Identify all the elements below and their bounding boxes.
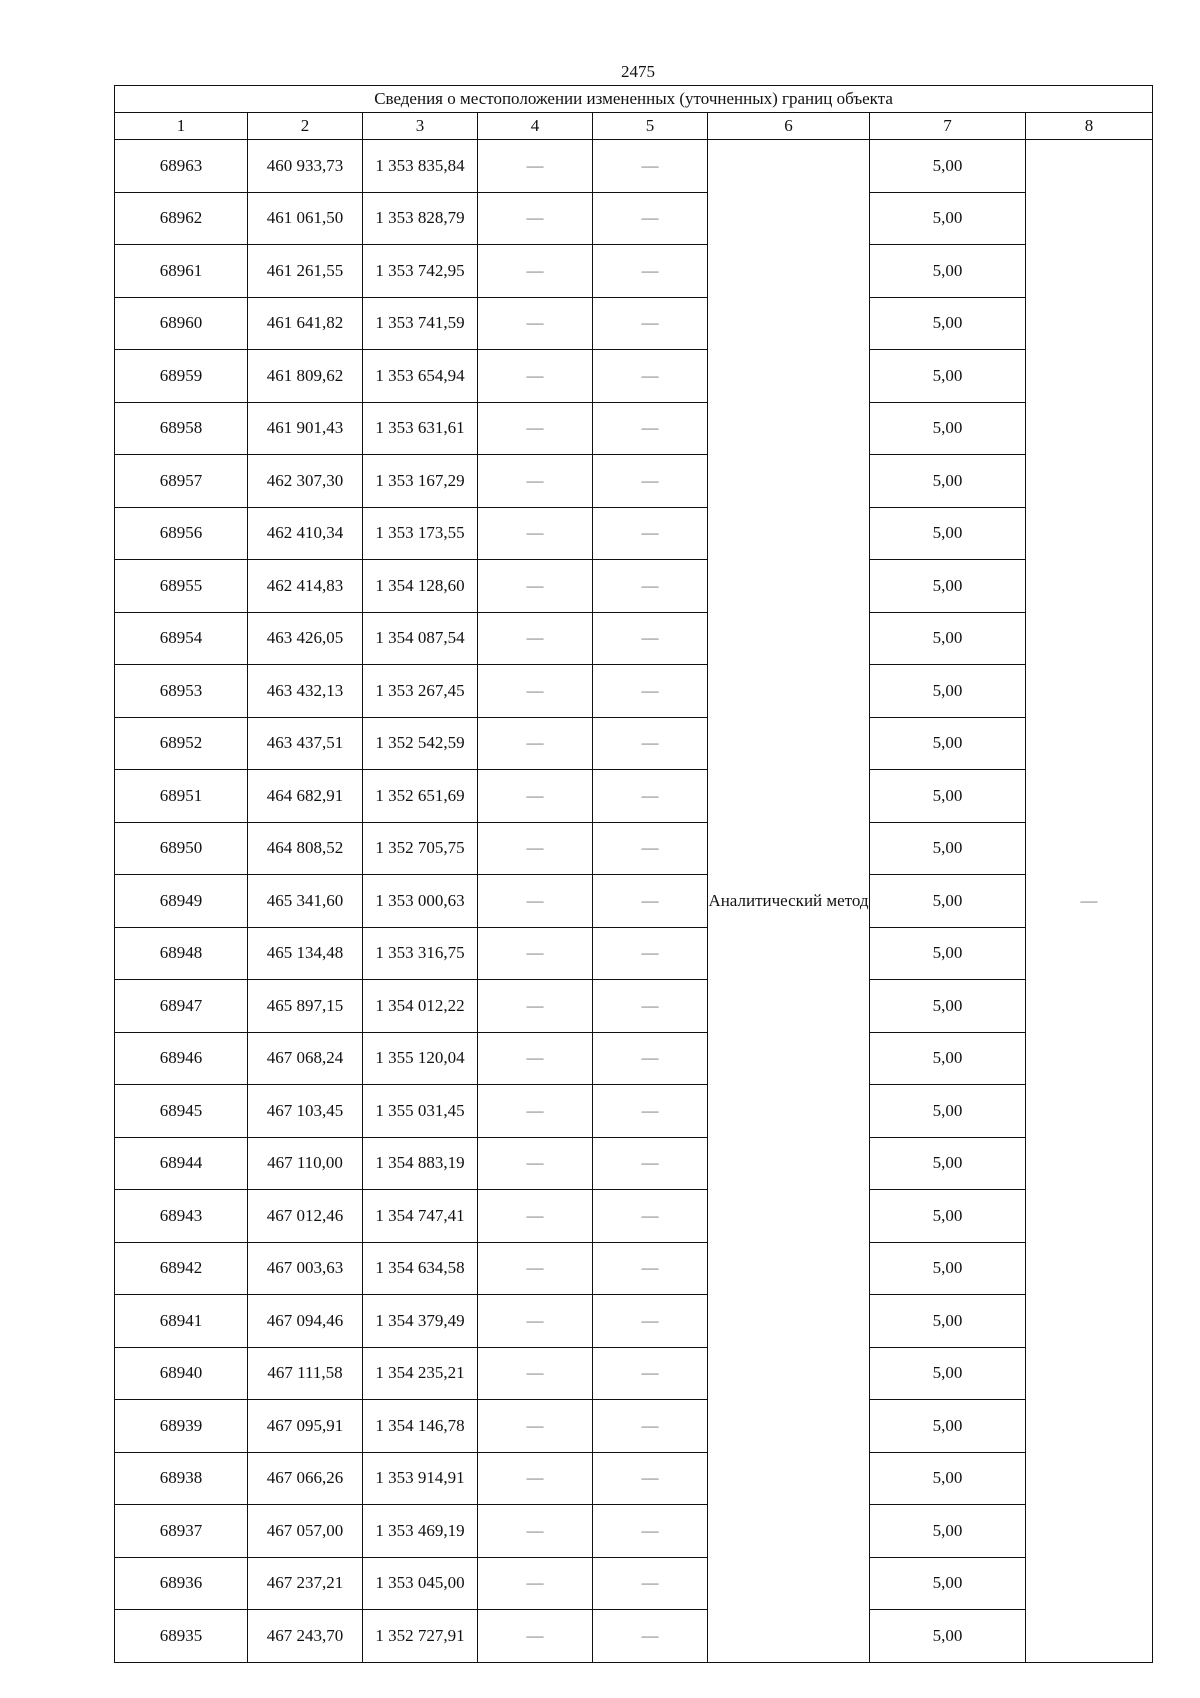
column-5-cell: — bbox=[593, 507, 708, 560]
column-4-cell: — bbox=[478, 822, 593, 875]
y-coordinate-cell: 1 352 651,69 bbox=[363, 770, 478, 823]
column-4-cell: — bbox=[478, 192, 593, 245]
y-coordinate-cell: 1 354 012,22 bbox=[363, 980, 478, 1033]
x-coordinate-cell: 464 682,91 bbox=[248, 770, 363, 823]
column-5-cell: — bbox=[593, 140, 708, 193]
column-4-cell: — bbox=[478, 1137, 593, 1190]
y-coordinate-cell: 1 352 727,91 bbox=[363, 1610, 478, 1663]
x-coordinate-cell: 467 003,63 bbox=[248, 1242, 363, 1295]
column-5-cell: — bbox=[593, 192, 708, 245]
accuracy-cell: 5,00 bbox=[870, 1085, 1026, 1138]
column-4-cell: — bbox=[478, 717, 593, 770]
column-number-row bbox=[115, 113, 1153, 140]
point-number-cell: 68938 bbox=[115, 1452, 248, 1505]
column-number: 3 bbox=[363, 113, 478, 140]
accuracy-cell: 5,00 bbox=[870, 560, 1026, 613]
column-4-cell: — bbox=[478, 350, 593, 403]
column-4-cell: — bbox=[478, 927, 593, 980]
column-5-cell: — bbox=[593, 1137, 708, 1190]
column-5-cell: — bbox=[593, 1347, 708, 1400]
table-row bbox=[115, 612, 1153, 665]
boundary-coordinates-table bbox=[114, 85, 1153, 1663]
column-4-cell: — bbox=[478, 875, 593, 928]
y-coordinate-cell: 1 354 146,78 bbox=[363, 1400, 478, 1453]
x-coordinate-cell: 462 410,34 bbox=[248, 507, 363, 560]
accuracy-cell: 5,00 bbox=[870, 1452, 1026, 1505]
x-coordinate-cell: 467 066,26 bbox=[248, 1452, 363, 1505]
table-row bbox=[115, 350, 1153, 403]
point-number-cell: 68950 bbox=[115, 822, 248, 875]
y-coordinate-cell: 1 353 045,00 bbox=[363, 1557, 478, 1610]
accuracy-cell: 5,00 bbox=[870, 1347, 1026, 1400]
column-4-cell: — bbox=[478, 1242, 593, 1295]
column-5-cell: — bbox=[593, 717, 708, 770]
table-row bbox=[115, 507, 1153, 560]
table-row bbox=[115, 1190, 1153, 1243]
column-number: 1 bbox=[115, 113, 248, 140]
column-5-cell: — bbox=[593, 560, 708, 613]
point-number-cell: 68962 bbox=[115, 192, 248, 245]
accuracy-cell: 5,00 bbox=[870, 665, 1026, 718]
column-4-cell: — bbox=[478, 1295, 593, 1348]
accuracy-cell: 5,00 bbox=[870, 1242, 1026, 1295]
x-coordinate-cell: 467 094,46 bbox=[248, 1295, 363, 1348]
column-4-cell: — bbox=[478, 245, 593, 298]
point-number-cell: 68954 bbox=[115, 612, 248, 665]
y-coordinate-cell: 1 354 883,19 bbox=[363, 1137, 478, 1190]
x-coordinate-cell: 467 237,21 bbox=[248, 1557, 363, 1610]
point-number-cell: 68956 bbox=[115, 507, 248, 560]
accuracy-cell: 5,00 bbox=[870, 402, 1026, 455]
accuracy-cell: 5,00 bbox=[870, 927, 1026, 980]
x-coordinate-cell: 462 414,83 bbox=[248, 560, 363, 613]
x-coordinate-cell: 467 057,00 bbox=[248, 1505, 363, 1558]
point-number-cell: 68940 bbox=[115, 1347, 248, 1400]
y-coordinate-cell: 1 353 267,45 bbox=[363, 665, 478, 718]
column-5-cell: — bbox=[593, 1085, 708, 1138]
table-row bbox=[115, 822, 1153, 875]
table-row bbox=[115, 1400, 1153, 1453]
table-row bbox=[115, 1295, 1153, 1348]
y-coordinate-cell: 1 352 705,75 bbox=[363, 822, 478, 875]
y-coordinate-cell: 1 353 173,55 bbox=[363, 507, 478, 560]
table-body bbox=[115, 140, 1153, 1663]
page-number: 2475 bbox=[621, 62, 655, 81]
point-number-cell: 68946 bbox=[115, 1032, 248, 1085]
table-row bbox=[115, 1242, 1153, 1295]
accuracy-cell: 5,00 bbox=[870, 192, 1026, 245]
table-row bbox=[115, 1032, 1153, 1085]
column-5-cell: — bbox=[593, 927, 708, 980]
accuracy-cell: 5,00 bbox=[870, 245, 1026, 298]
x-coordinate-cell: 465 897,15 bbox=[248, 980, 363, 1033]
x-coordinate-cell: 461 901,43 bbox=[248, 402, 363, 455]
accuracy-cell: 5,00 bbox=[870, 1557, 1026, 1610]
x-coordinate-cell: 467 095,91 bbox=[248, 1400, 363, 1453]
y-coordinate-cell: 1 353 914,91 bbox=[363, 1452, 478, 1505]
table-row bbox=[115, 1085, 1153, 1138]
column-4-cell: — bbox=[478, 1347, 593, 1400]
point-number-cell: 68958 bbox=[115, 402, 248, 455]
x-coordinate-cell: 461 809,62 bbox=[248, 350, 363, 403]
y-coordinate-cell: 1 353 167,29 bbox=[363, 455, 478, 508]
table-row bbox=[115, 455, 1153, 508]
table-row bbox=[115, 1505, 1153, 1558]
x-coordinate-cell: 467 243,70 bbox=[248, 1610, 363, 1663]
point-number-cell: 68963 bbox=[115, 140, 248, 193]
column-4-cell: — bbox=[478, 1190, 593, 1243]
x-coordinate-cell: 465 341,60 bbox=[248, 875, 363, 928]
x-coordinate-cell: 461 641,82 bbox=[248, 297, 363, 350]
column-number: 7 bbox=[870, 113, 1026, 140]
column-5-cell: — bbox=[593, 1557, 708, 1610]
point-number-cell: 68953 bbox=[115, 665, 248, 718]
column-number: 8 bbox=[1026, 113, 1153, 140]
column-5-cell: — bbox=[593, 1400, 708, 1453]
x-coordinate-cell: 467 012,46 bbox=[248, 1190, 363, 1243]
x-coordinate-cell: 462 307,30 bbox=[248, 455, 363, 508]
column-5-cell: — bbox=[593, 402, 708, 455]
point-number-cell: 68939 bbox=[115, 1400, 248, 1453]
x-coordinate-cell: 463 432,13 bbox=[248, 665, 363, 718]
point-number-cell: 68960 bbox=[115, 297, 248, 350]
y-coordinate-cell: 1 353 654,94 bbox=[363, 350, 478, 403]
column-4-cell: — bbox=[478, 297, 593, 350]
column-5-cell: — bbox=[593, 665, 708, 718]
column-number: 6 bbox=[708, 113, 870, 140]
accuracy-cell: 5,00 bbox=[870, 1032, 1026, 1085]
column-4-cell: — bbox=[478, 402, 593, 455]
point-number-cell: 68936 bbox=[115, 1557, 248, 1610]
x-coordinate-cell: 467 110,00 bbox=[248, 1137, 363, 1190]
column-4-cell: — bbox=[478, 1085, 593, 1138]
y-coordinate-cell: 1 353 742,95 bbox=[363, 245, 478, 298]
y-coordinate-cell: 1 354 747,41 bbox=[363, 1190, 478, 1243]
accuracy-cell: 5,00 bbox=[870, 297, 1026, 350]
table-row bbox=[115, 1137, 1153, 1190]
y-coordinate-cell: 1 353 316,75 bbox=[363, 927, 478, 980]
point-number-cell: 68947 bbox=[115, 980, 248, 1033]
column-5-cell: — bbox=[593, 455, 708, 508]
y-coordinate-cell: 1 354 235,21 bbox=[363, 1347, 478, 1400]
accuracy-cell: 5,00 bbox=[870, 770, 1026, 823]
column-4-cell: — bbox=[478, 612, 593, 665]
point-number-cell: 68959 bbox=[115, 350, 248, 403]
column-5-cell: — bbox=[593, 297, 708, 350]
column-5-cell: — bbox=[593, 822, 708, 875]
column-4-cell: — bbox=[478, 665, 593, 718]
column-number: 4 bbox=[478, 113, 593, 140]
method-cell: Аналитический метод bbox=[708, 140, 870, 1663]
x-coordinate-cell: 464 808,52 bbox=[248, 822, 363, 875]
accuracy-cell: 5,00 bbox=[870, 1505, 1026, 1558]
table-row bbox=[115, 245, 1153, 298]
table-row bbox=[115, 665, 1153, 718]
column-5-cell: — bbox=[593, 1610, 708, 1663]
y-coordinate-cell: 1 354 379,49 bbox=[363, 1295, 478, 1348]
point-number-cell: 68943 bbox=[115, 1190, 248, 1243]
table-row bbox=[115, 192, 1153, 245]
column-4-cell: — bbox=[478, 1610, 593, 1663]
column-5-cell: — bbox=[593, 245, 708, 298]
y-coordinate-cell: 1 353 000,63 bbox=[363, 875, 478, 928]
column-5-cell: — bbox=[593, 1295, 708, 1348]
column-5-cell: — bbox=[593, 1242, 708, 1295]
table-row bbox=[115, 560, 1153, 613]
accuracy-cell: 5,00 bbox=[870, 455, 1026, 508]
point-number-cell: 68949 bbox=[115, 875, 248, 928]
table-row bbox=[115, 1347, 1153, 1400]
accuracy-cell: 5,00 bbox=[870, 1400, 1026, 1453]
x-coordinate-cell: 467 068,24 bbox=[248, 1032, 363, 1085]
table-row bbox=[115, 402, 1153, 455]
x-coordinate-cell: 463 437,51 bbox=[248, 717, 363, 770]
column-8-cell: — bbox=[1026, 140, 1153, 1663]
x-coordinate-cell: 461 261,55 bbox=[248, 245, 363, 298]
y-coordinate-cell: 1 354 087,54 bbox=[363, 612, 478, 665]
accuracy-cell: 5,00 bbox=[870, 612, 1026, 665]
column-4-cell: — bbox=[478, 1032, 593, 1085]
y-coordinate-cell: 1 355 120,04 bbox=[363, 1032, 478, 1085]
y-coordinate-cell: 1 353 631,61 bbox=[363, 402, 478, 455]
accuracy-cell: 5,00 bbox=[870, 140, 1026, 193]
accuracy-cell: 5,00 bbox=[870, 875, 1026, 928]
point-number-cell: 68935 bbox=[115, 1610, 248, 1663]
y-coordinate-cell: 1 354 128,60 bbox=[363, 560, 478, 613]
y-coordinate-cell: 1 353 828,79 bbox=[363, 192, 478, 245]
column-5-cell: — bbox=[593, 612, 708, 665]
point-number-cell: 68951 bbox=[115, 770, 248, 823]
table-row bbox=[115, 140, 1153, 193]
column-4-cell: — bbox=[478, 980, 593, 1033]
table-row bbox=[115, 927, 1153, 980]
column-4-cell: — bbox=[478, 560, 593, 613]
y-coordinate-cell: 1 353 741,59 bbox=[363, 297, 478, 350]
x-coordinate-cell: 465 134,48 bbox=[248, 927, 363, 980]
column-4-cell: — bbox=[478, 1452, 593, 1505]
column-4-cell: — bbox=[478, 507, 593, 560]
y-coordinate-cell: 1 354 634,58 bbox=[363, 1242, 478, 1295]
point-number-cell: 68957 bbox=[115, 455, 248, 508]
column-4-cell: — bbox=[478, 770, 593, 823]
point-number-cell: 68948 bbox=[115, 927, 248, 980]
table-row bbox=[115, 717, 1153, 770]
accuracy-cell: 5,00 bbox=[870, 1190, 1026, 1243]
accuracy-cell: 5,00 bbox=[870, 1610, 1026, 1663]
column-number: 5 bbox=[593, 113, 708, 140]
column-4-cell: — bbox=[478, 455, 593, 508]
column-4-cell: — bbox=[478, 1400, 593, 1453]
accuracy-cell: 5,00 bbox=[870, 1295, 1026, 1348]
column-5-cell: — bbox=[593, 770, 708, 823]
table-row bbox=[115, 1610, 1153, 1663]
table-row bbox=[115, 1557, 1153, 1610]
column-number: 2 bbox=[248, 113, 363, 140]
point-number-cell: 68955 bbox=[115, 560, 248, 613]
accuracy-cell: 5,00 bbox=[870, 350, 1026, 403]
table-row bbox=[115, 297, 1153, 350]
y-coordinate-cell: 1 353 469,19 bbox=[363, 1505, 478, 1558]
accuracy-cell: 5,00 bbox=[870, 717, 1026, 770]
x-coordinate-cell: 467 111,58 bbox=[248, 1347, 363, 1400]
accuracy-cell: 5,00 bbox=[870, 980, 1026, 1033]
y-coordinate-cell: 1 352 542,59 bbox=[363, 717, 478, 770]
point-number-cell: 68937 bbox=[115, 1505, 248, 1558]
table-row bbox=[115, 770, 1153, 823]
column-4-cell: — bbox=[478, 1505, 593, 1558]
column-5-cell: — bbox=[593, 1505, 708, 1558]
accuracy-cell: 5,00 bbox=[870, 1137, 1026, 1190]
table-caption: Сведения о местоположении измененных (уточненных) границ объекта bbox=[115, 86, 1153, 113]
column-4-cell: — bbox=[478, 140, 593, 193]
column-5-cell: — bbox=[593, 875, 708, 928]
table-row bbox=[115, 980, 1153, 1033]
point-number-cell: 68945 bbox=[115, 1085, 248, 1138]
point-number-cell: 68941 bbox=[115, 1295, 248, 1348]
y-coordinate-cell: 1 355 031,45 bbox=[363, 1085, 478, 1138]
x-coordinate-cell: 460 933,73 bbox=[248, 140, 363, 193]
point-number-cell: 68961 bbox=[115, 245, 248, 298]
column-5-cell: — bbox=[593, 350, 708, 403]
point-number-cell: 68942 bbox=[115, 1242, 248, 1295]
x-coordinate-cell: 463 426,05 bbox=[248, 612, 363, 665]
x-coordinate-cell: 461 061,50 bbox=[248, 192, 363, 245]
x-coordinate-cell: 467 103,45 bbox=[248, 1085, 363, 1138]
column-5-cell: — bbox=[593, 980, 708, 1033]
accuracy-cell: 5,00 bbox=[870, 822, 1026, 875]
point-number-cell: 68952 bbox=[115, 717, 248, 770]
column-5-cell: — bbox=[593, 1032, 708, 1085]
table-row bbox=[115, 1452, 1153, 1505]
table-row bbox=[115, 875, 1153, 928]
y-coordinate-cell: 1 353 835,84 bbox=[363, 140, 478, 193]
column-5-cell: — bbox=[593, 1190, 708, 1243]
column-4-cell: — bbox=[478, 1557, 593, 1610]
accuracy-cell: 5,00 bbox=[870, 507, 1026, 560]
column-5-cell: — bbox=[593, 1452, 708, 1505]
point-number-cell: 68944 bbox=[115, 1137, 248, 1190]
